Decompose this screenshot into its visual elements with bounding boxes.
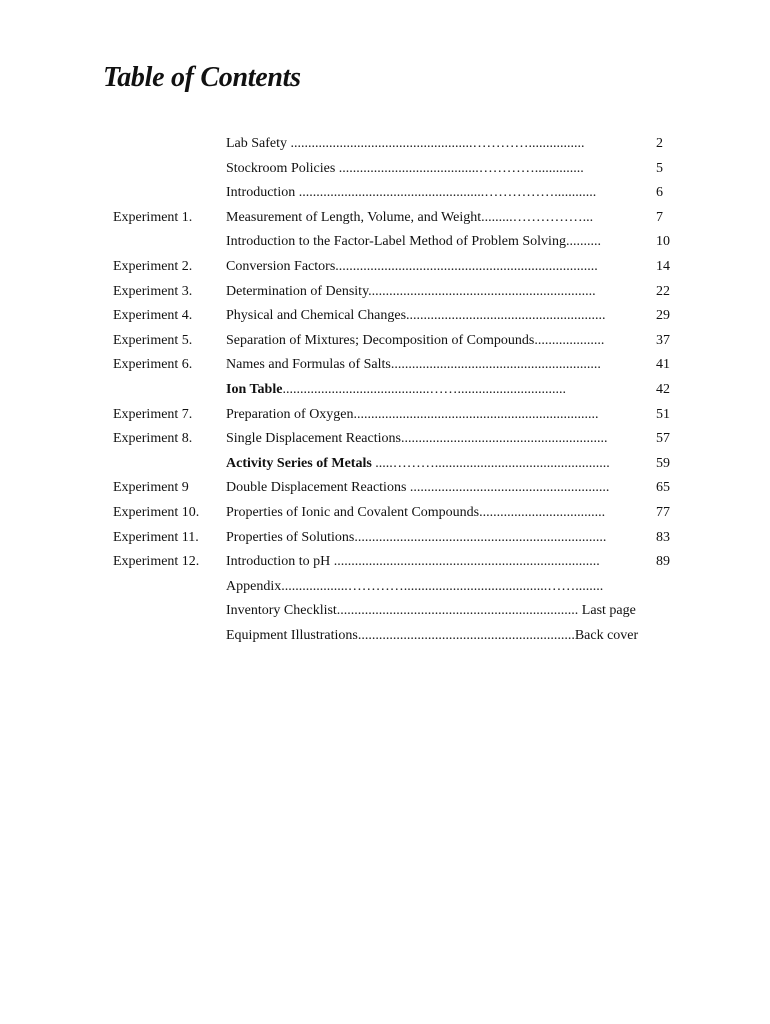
entry-title-bold: Ion Table bbox=[226, 381, 283, 397]
toc-row bbox=[113, 280, 678, 305]
entry-title: Inventory Checklist..................................................................... Last page bbox=[226, 603, 636, 619]
toc-row bbox=[113, 501, 678, 526]
entry-title: Properties of Solutions........................................................................ bbox=[226, 529, 607, 545]
entry-leader: ..........................................……............................... bbox=[282, 381, 566, 397]
entry-title bbox=[226, 452, 646, 477]
entry-title: Lab Safety ....................................................…………................ bbox=[226, 136, 585, 151]
page-number: 41 bbox=[656, 357, 670, 373]
experiment-label: Experiment 4. bbox=[113, 308, 193, 324]
entry-title: Measurement of Length, Volume, and Weight.........……………... bbox=[226, 209, 594, 225]
experiment-label: Experiment 7. bbox=[113, 406, 193, 422]
page-number: 10 bbox=[656, 234, 670, 250]
page-number: 59 bbox=[656, 455, 670, 471]
toc-row bbox=[113, 353, 678, 378]
page-number: 2 bbox=[656, 136, 663, 151]
experiment-label: Experiment 9 bbox=[113, 480, 189, 496]
page-number: 57 bbox=[656, 431, 670, 447]
toc-row bbox=[113, 206, 678, 231]
entry-title: Single Displacement Reactions........................................................... bbox=[226, 431, 608, 447]
entry-title-bold: Activity Series of Metals bbox=[226, 455, 372, 471]
experiment-label: Experiment 6. bbox=[113, 357, 193, 373]
page-number: 22 bbox=[656, 283, 670, 299]
toc-row bbox=[113, 255, 678, 280]
entry-title bbox=[226, 378, 646, 403]
entry-title: Properties of Ionic and Covalent Compounds.................................... bbox=[226, 504, 606, 520]
toc-row bbox=[113, 403, 678, 428]
page-number: 51 bbox=[656, 406, 670, 422]
page-number: 37 bbox=[656, 332, 670, 348]
entry-title: Separation of Mixtures; Decomposition of Compounds.................... bbox=[226, 332, 605, 348]
experiment-label: Experiment 5. bbox=[113, 332, 193, 348]
entry-title: Introduction to pH ............................................................................ bbox=[226, 554, 600, 570]
page-number: 29 bbox=[656, 308, 670, 324]
page-number: 42 bbox=[656, 381, 670, 397]
page-number: 65 bbox=[656, 480, 670, 496]
experiment-label: Experiment 10. bbox=[113, 504, 200, 520]
experiment-label: Experiment 8. bbox=[113, 431, 193, 447]
page-number: 89 bbox=[656, 554, 670, 570]
entry-title: Double Displacement Reactions ......................................................... bbox=[226, 480, 610, 496]
page-number: 83 bbox=[656, 529, 670, 545]
table-of-contents bbox=[113, 132, 678, 648]
toc-row bbox=[113, 599, 678, 624]
entry-title: Introduction .....................................................……………............ bbox=[226, 185, 597, 201]
entry-title: Conversion Factors........................................................................... bbox=[226, 258, 598, 274]
entry-leader: .....……….................................................. bbox=[371, 455, 610, 471]
entry-title: Determination of Density................................................................. bbox=[226, 283, 596, 299]
page-number: 6 bbox=[656, 185, 663, 201]
page-number: 77 bbox=[656, 504, 670, 520]
toc-row bbox=[113, 304, 678, 329]
toc-row bbox=[113, 550, 678, 575]
toc-row bbox=[113, 181, 678, 206]
page-number: 7 bbox=[656, 209, 663, 225]
entry-title: Introduction to the Factor-Label Method of Problem Solving.......... bbox=[226, 234, 601, 250]
entry-title: Names and Formulas of Salts............................................................ bbox=[226, 357, 601, 373]
toc-row bbox=[113, 575, 678, 600]
entry-title: Equipment Illustrations..............................................................Back cover bbox=[226, 627, 639, 643]
experiment-label: Experiment 3. bbox=[113, 283, 193, 299]
toc-row bbox=[113, 230, 678, 255]
experiment-label: Experiment 1. bbox=[113, 209, 193, 225]
toc-row bbox=[113, 157, 678, 182]
toc-row bbox=[113, 624, 678, 649]
toc-row bbox=[113, 132, 678, 157]
toc-row bbox=[113, 427, 678, 452]
toc-row bbox=[113, 526, 678, 551]
page-title: Table of Contents bbox=[103, 62, 301, 93]
entry-title: Preparation of Oxygen...................................................................... bbox=[226, 406, 599, 422]
entry-title: Appendix...................………….........................................……........ bbox=[226, 578, 604, 594]
experiment-label: Experiment 12. bbox=[113, 554, 200, 570]
entry-title: Stockroom Policies ........................................………….............. bbox=[226, 160, 584, 176]
page-number: 14 bbox=[656, 258, 670, 274]
experiment-label: Experiment 11. bbox=[113, 529, 199, 545]
toc-row bbox=[113, 378, 678, 403]
toc-row bbox=[113, 329, 678, 354]
experiment-label: Experiment 2. bbox=[113, 258, 193, 274]
toc-row bbox=[113, 452, 678, 477]
entry-title: Physical and Chemical Changes......................................................... bbox=[226, 308, 606, 324]
toc-row bbox=[113, 476, 678, 501]
page-number: 5 bbox=[656, 160, 663, 176]
